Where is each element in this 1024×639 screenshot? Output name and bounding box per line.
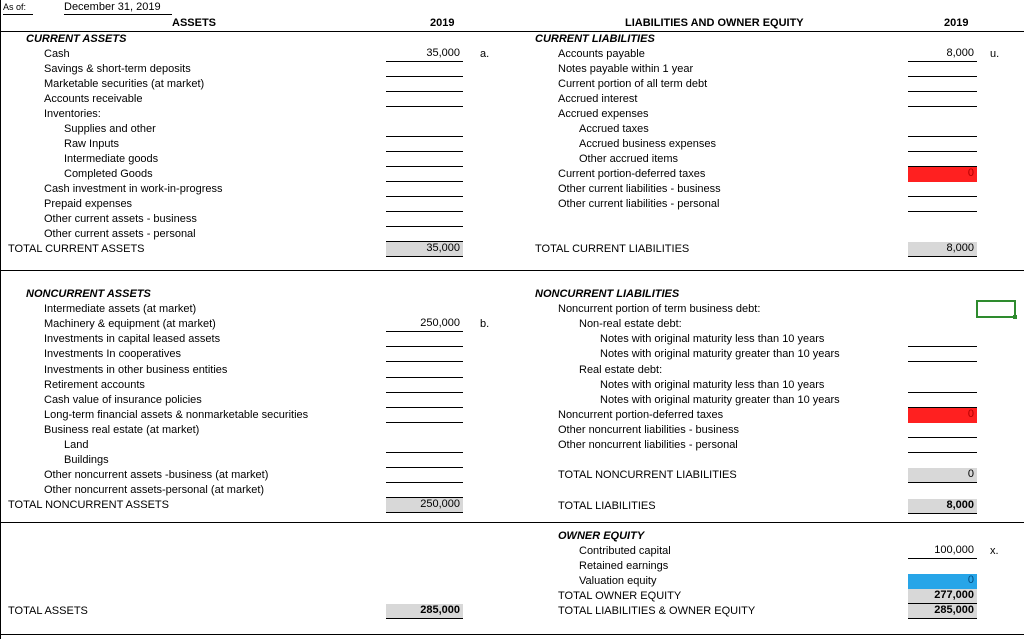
nca-input-line[interactable]	[386, 346, 463, 347]
nca-item: Buildings	[64, 454, 109, 466]
nca-item: Machinery & equipment (at market)	[44, 318, 216, 330]
ncl-input-line[interactable]	[908, 437, 977, 438]
oe-item: Valuation equity	[579, 575, 657, 587]
total-liabilities-label: TOTAL LIABILITIES	[558, 500, 656, 512]
cl-item: Other current liabilities - business	[558, 183, 721, 195]
cash-value-cell[interactable]: 35,000	[426, 47, 460, 59]
total-noncurrent-assets-label: TOTAL NONCURRENT ASSETS	[8, 499, 169, 511]
ncl-item: Noncurrent portion-deferred taxes	[558, 409, 724, 421]
cl-input-line[interactable]	[908, 106, 977, 107]
current-assets-heading: CURRENT ASSETS	[26, 33, 127, 45]
total-noncurrent-liabilities-cell[interactable]: 0	[908, 468, 977, 483]
cl-deferred-taxes-cell[interactable]: 0	[908, 167, 977, 182]
nca-input-line[interactable]	[386, 452, 463, 453]
nca-item: Long-term financial assets & nonmarketable securities	[44, 409, 309, 421]
report-date[interactable]: December 31, 2019	[64, 1, 161, 13]
cl-item: Other current liabilities - personal	[558, 198, 720, 210]
ca-input-line[interactable]	[386, 76, 463, 77]
nca-input-line[interactable]	[386, 407, 463, 408]
contributed-note: x.	[990, 545, 999, 557]
ca-item: Cash	[44, 48, 70, 60]
oe-input-line[interactable]	[908, 558, 977, 559]
nca-item: Business real estate (at market)	[44, 424, 200, 436]
nca-item: Other noncurrent assets -business (at market)	[44, 469, 269, 481]
nca-item: Investments In cooperatives	[44, 348, 181, 360]
ca-input-line[interactable]	[386, 166, 463, 167]
ncl-input-line[interactable]	[908, 346, 977, 347]
ncl-item: Non-real estate debt:	[579, 318, 682, 330]
ca-item: Prepaid expenses	[44, 198, 133, 210]
ca-item: Raw Inputs	[64, 138, 120, 150]
assets-year: 2019	[430, 17, 455, 29]
cl-input-line[interactable]	[908, 196, 977, 197]
assets-title: ASSETS	[172, 17, 217, 29]
ncl-item: Noncurrent portion of term business debt:	[558, 303, 761, 315]
ncl-deferred-taxes-cell[interactable]: 0	[908, 408, 977, 423]
ncl-item: Notes with original maturity greater than 10 years	[600, 348, 840, 360]
ncl-item: Other noncurrent liabilities - personal	[558, 439, 738, 451]
nca-input-line[interactable]	[386, 422, 463, 423]
machinery-note: b.	[480, 318, 490, 330]
left-border	[0, 0, 1, 639]
oe-item: Contributed capital	[579, 545, 671, 557]
total-assets-cell[interactable]: 285,000	[386, 604, 463, 619]
noncurrent-liabilities-heading: NONCURRENT LIABILITIES	[535, 288, 680, 300]
cl-item: Current portion-deferred taxes	[558, 168, 706, 180]
ca-item: Savings & short-term deposits	[44, 63, 191, 75]
ca-input-line[interactable]	[386, 196, 463, 197]
nca-input-line[interactable]	[386, 392, 463, 393]
total-owner-equity-label: TOTAL OWNER EQUITY	[558, 590, 682, 602]
oe-item: Retained earnings	[579, 560, 669, 572]
cl-input-line[interactable]	[908, 211, 977, 212]
liabilities-title: LIABILITIES AND OWNER EQUITY	[625, 17, 804, 29]
cl-item: Notes payable within 1 year	[558, 63, 694, 75]
cl-item: Accrued taxes	[579, 123, 649, 135]
nca-item: Investments in other business entities	[44, 364, 228, 376]
ca-input-line[interactable]	[386, 91, 463, 92]
valuation-equity-cell[interactable]: 0	[908, 574, 977, 589]
bottom-rule	[0, 634, 1024, 635]
current-liabilities-heading: CURRENT LIABILITIES	[535, 33, 655, 45]
selected-cell[interactable]	[976, 300, 1016, 318]
contributed-capital-cell[interactable]: 100,000	[934, 544, 974, 556]
cl-item: Accrued interest	[558, 93, 638, 105]
nca-input-line[interactable]	[386, 331, 463, 332]
ncl-input-line[interactable]	[908, 361, 977, 362]
fill-handle[interactable]	[1013, 315, 1017, 319]
ca-input-line[interactable]	[386, 211, 463, 212]
ncl-input-line[interactable]	[908, 452, 977, 453]
cl-item: Other accrued items	[579, 153, 679, 165]
machinery-value-cell[interactable]: 250,000	[420, 317, 460, 329]
nca-input-line[interactable]	[386, 377, 463, 378]
ca-item: Accounts receivable	[44, 93, 143, 105]
ncl-item: Notes with original maturity greater than 10 years	[600, 394, 840, 406]
cl-input-line[interactable]	[908, 61, 977, 62]
noncurrent-assets-heading: NONCURRENT ASSETS	[26, 288, 151, 300]
ca-input-line[interactable]	[386, 226, 463, 227]
cl-input-line[interactable]	[908, 76, 977, 77]
date-underline	[64, 14, 172, 15]
total-current-assets-label: TOTAL CURRENT ASSETS	[8, 243, 145, 255]
nca-item: Retirement accounts	[44, 379, 145, 391]
nca-item: Investments in capital leased assets	[44, 333, 221, 345]
section-rule	[0, 522, 1024, 523]
total-liabilities-cell[interactable]: 8,000	[908, 499, 977, 514]
nca-item: Intermediate assets (at market)	[44, 303, 197, 315]
header-rule	[0, 31, 1024, 32]
cl-item: Accounts payable	[558, 48, 645, 60]
ca-item: Intermediate goods	[64, 153, 159, 165]
as-of-underline	[3, 14, 33, 15]
nca-item: Cash value of insurance policies	[44, 394, 202, 406]
cl-input-line[interactable]	[908, 151, 977, 152]
ca-input-line[interactable]	[386, 136, 463, 137]
nca-input-line[interactable]	[386, 361, 463, 362]
ca-input-line[interactable]	[386, 61, 463, 62]
total-current-liabilities-label: TOTAL CURRENT LIABILITIES	[535, 243, 690, 255]
total-current-assets-cell[interactable]: 35,000	[386, 242, 463, 257]
ca-item: Supplies and other	[64, 123, 156, 135]
total-noncurrent-assets-cell[interactable]: 250,000	[386, 498, 463, 513]
cl-item: Current portion of all term debt	[558, 78, 708, 90]
nca-item: Land	[64, 439, 89, 451]
total-current-liabilities-cell[interactable]: 8,000	[908, 242, 977, 257]
ca-item: Cash investment in work-in-progress	[44, 183, 223, 195]
ncl-item: Real estate debt:	[579, 364, 663, 376]
ca-input-line[interactable]	[386, 106, 463, 107]
cash-note: a.	[480, 48, 490, 60]
ncl-item: Other noncurrent liabilities - business	[558, 424, 739, 436]
ca-item: Inventories:	[44, 108, 101, 120]
nca-input-line[interactable]	[386, 467, 463, 468]
cl-item: Accrued business expenses	[579, 138, 716, 150]
accounts-payable-cell[interactable]: 8,000	[946, 47, 974, 59]
ca-item: Other current assets - personal	[44, 228, 196, 240]
ca-item: Other current assets - business	[44, 213, 197, 225]
ncl-input-line[interactable]	[908, 392, 977, 393]
section-rule	[0, 270, 1024, 271]
owner-equity-heading: OWNER EQUITY	[558, 530, 645, 542]
total-noncurrent-liabilities-label: TOTAL NONCURRENT LIABILITIES	[558, 469, 737, 481]
cl-input-line[interactable]	[908, 91, 977, 92]
ca-input-line[interactable]	[386, 151, 463, 152]
ncl-item: Notes with original maturity less than 10 years	[600, 379, 825, 391]
total-le-label: TOTAL LIABILITIES & OWNER EQUITY	[558, 605, 756, 617]
nca-item: Other noncurrent assets-personal (at market)	[44, 484, 265, 496]
liabilities-year: 2019	[944, 17, 969, 29]
ca-item: Completed Goods	[64, 168, 153, 180]
ca-input-line[interactable]	[386, 181, 463, 182]
total-le-cell[interactable]: 285,000	[908, 604, 977, 619]
cl-item: Accrued expenses	[558, 108, 649, 120]
ca-item: Marketable securities (at market)	[44, 78, 205, 90]
ncl-item: Notes with original maturity less than 10 years	[600, 333, 825, 345]
ap-note: u.	[990, 48, 1000, 60]
total-owner-equity-cell[interactable]: 277,000	[908, 589, 977, 604]
as-of-label: As of:	[3, 2, 27, 12]
cl-input-line[interactable]	[908, 136, 977, 137]
nca-input-line[interactable]	[386, 482, 463, 483]
total-assets-label: TOTAL ASSETS	[8, 605, 88, 617]
